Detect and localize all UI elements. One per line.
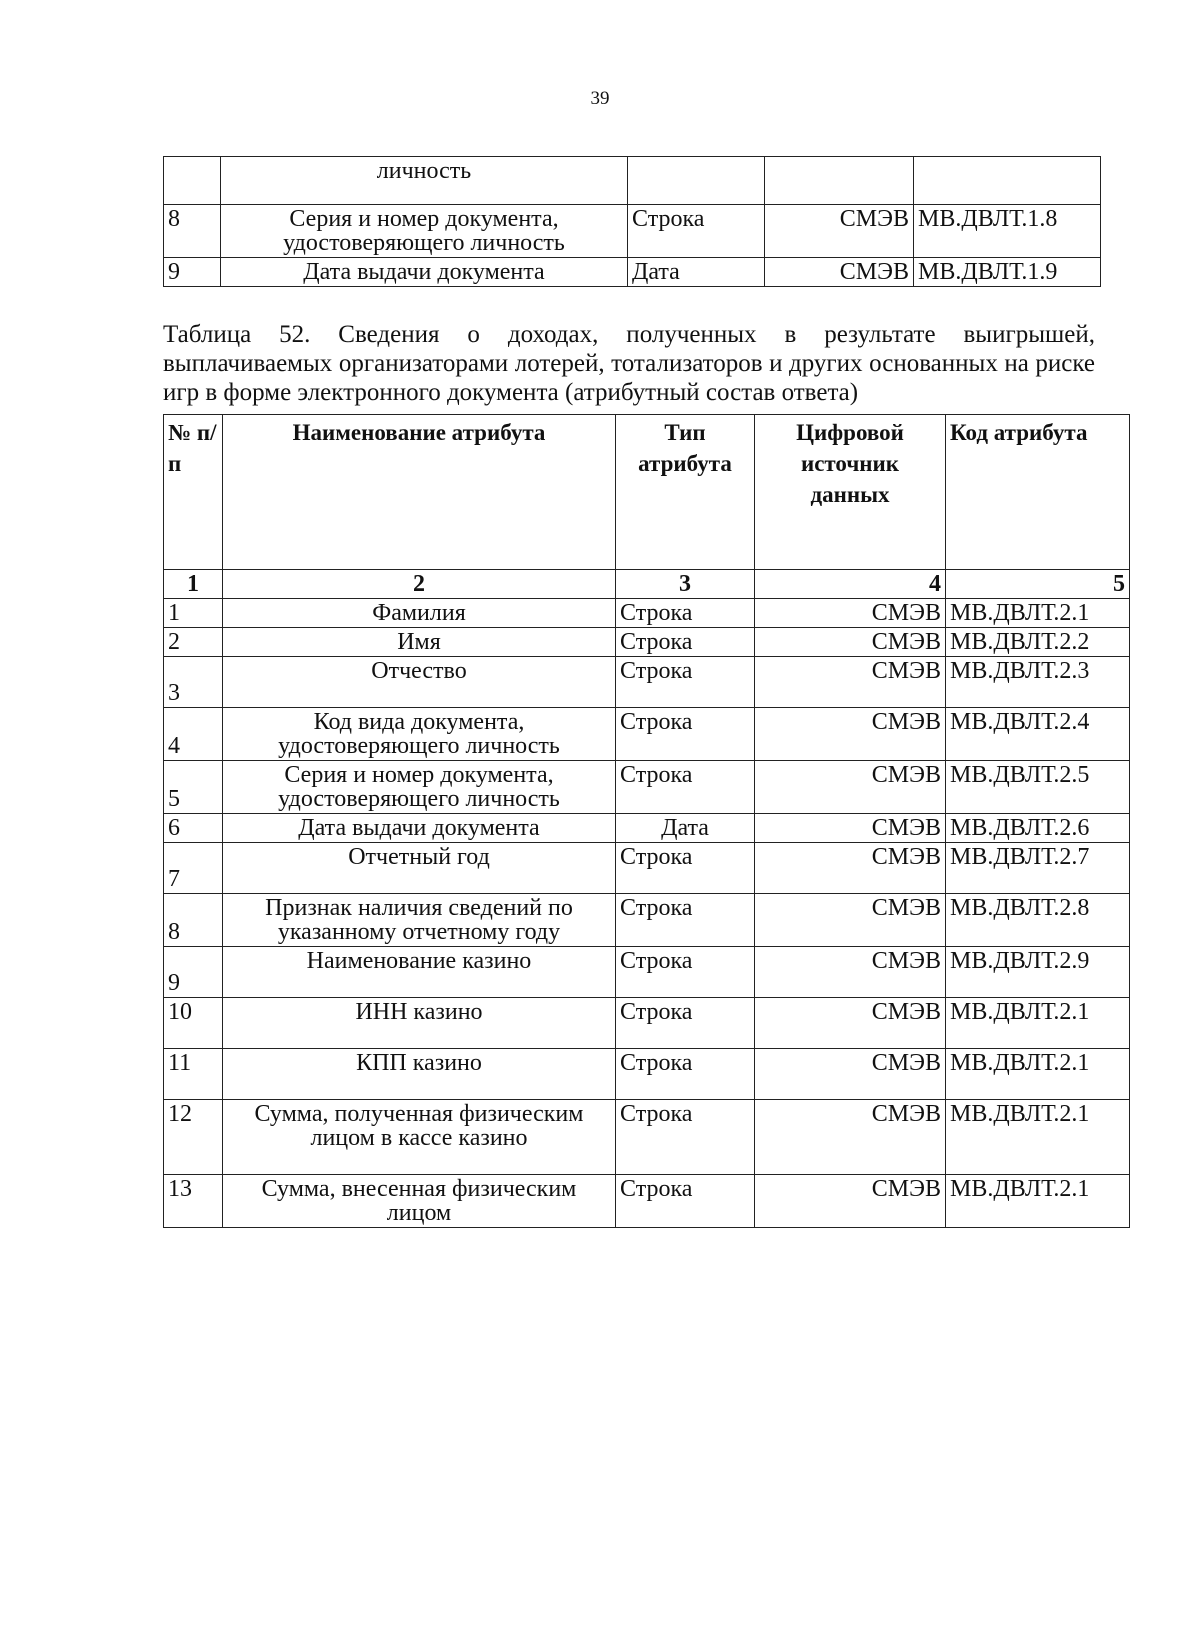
cell-type: Строка [616, 1049, 755, 1100]
cell-num: 8 [164, 205, 221, 258]
table-row [164, 998, 1130, 1049]
cell-type: Строка [616, 657, 755, 708]
cell-name: ИНН казино [223, 998, 616, 1049]
cell-code: МВ.ДВЛТ.2.7 [946, 843, 1130, 894]
cell-code: МВ.ДВЛТ.1.9 [914, 258, 1101, 287]
cell-code: МВ.ДВЛТ.2.4 [946, 708, 1130, 761]
cell-name: Сумма, полученная физическим лицом в кассе казино [223, 1100, 616, 1175]
cell-name: Сумма, внесенная физическим лицом [223, 1175, 616, 1228]
cell-name: Отчество [223, 657, 616, 708]
cell-code: МВ.ДВЛТ.2.1 [946, 1100, 1130, 1175]
cell-type: Строка [616, 708, 755, 761]
cell-code: МВ.ДВЛТ.1.8 [914, 205, 1101, 258]
cell-code: МВ.ДВЛТ.2.2 [946, 628, 1130, 657]
cell-source: СМЭВ [755, 599, 946, 628]
table-row [164, 205, 1101, 258]
header-row [164, 415, 1130, 570]
cell-name: КПП казино [223, 1049, 616, 1100]
cell-num: 13 [164, 1175, 223, 1228]
cell-code: МВ.ДВЛТ.2.1 [946, 1175, 1130, 1228]
cell-name: Код вида документа, удостоверяющего личность [223, 708, 616, 761]
column-index: 3 [616, 570, 755, 599]
table-row [164, 157, 1101, 205]
cell-name: Имя [223, 628, 616, 657]
table-row [164, 814, 1130, 843]
cell-num: 1 [164, 599, 223, 628]
cell-source: СМЭВ [755, 761, 946, 814]
cell-source: СМЭВ [755, 998, 946, 1049]
cell-name: Наименование казино [223, 947, 616, 998]
column-index: 4 [755, 570, 946, 599]
continuation-table [163, 156, 1101, 287]
cell-name: Дата выдачи документа [221, 258, 628, 287]
cell-source: СМЭВ [755, 628, 946, 657]
cell-type: Строка [616, 947, 755, 998]
cell-type: Строка [628, 205, 765, 258]
cell-code: МВ.ДВЛТ.2.1 [946, 599, 1130, 628]
header-code: Код атрибута [946, 415, 1130, 570]
cell-type: Дата [628, 258, 765, 287]
cell-source: СМЭВ [755, 947, 946, 998]
cell-type: Строка [616, 894, 755, 947]
cell-code: МВ.ДВЛТ.2.5 [946, 761, 1130, 814]
cell-name: Дата выдачи документа [223, 814, 616, 843]
cell-source: СМЭВ [755, 708, 946, 761]
table-row [164, 708, 1130, 761]
cell-num: 9 [164, 258, 221, 287]
cell-num: 11 [164, 1049, 223, 1100]
cell-source [765, 157, 914, 205]
column-index: 2 [223, 570, 616, 599]
cell-type: Строка [616, 628, 755, 657]
cell-num: 10 [164, 998, 223, 1049]
cell-num: 12 [164, 1100, 223, 1175]
cell-code: МВ.ДВЛТ.2.9 [946, 947, 1130, 998]
cell-num: 9 [164, 947, 223, 998]
cell-type: Дата [616, 814, 755, 843]
cell-source: СМЭВ [755, 657, 946, 708]
table-row [164, 628, 1130, 657]
cell-num: 7 [164, 843, 223, 894]
cell-source: СМЭВ [765, 205, 914, 258]
cell-source: СМЭВ [755, 843, 946, 894]
cell-num: 3 [164, 657, 223, 708]
cell-code: МВ.ДВЛТ.2.6 [946, 814, 1130, 843]
cell-code [914, 157, 1101, 205]
table-row [164, 761, 1130, 814]
column-index: 5 [946, 570, 1130, 599]
table-row [164, 1175, 1130, 1228]
cell-source: СМЭВ [755, 814, 946, 843]
cell-source: СМЭВ [755, 1049, 946, 1100]
table-row [164, 1100, 1130, 1175]
page-number: 39 [590, 88, 610, 109]
cell-num: 5 [164, 761, 223, 814]
cell-num: 8 [164, 894, 223, 947]
table-row [164, 1049, 1130, 1100]
cell-num: 6 [164, 814, 223, 843]
cell-num: 2 [164, 628, 223, 657]
table-row [164, 894, 1130, 947]
cell-code: МВ.ДВЛТ.2.1 [946, 998, 1130, 1049]
cell-code: МВ.ДВЛТ.2.3 [946, 657, 1130, 708]
cell-source: СМЭВ [765, 258, 914, 287]
table-row [164, 947, 1130, 998]
cell-type: Строка [616, 843, 755, 894]
cell-code: МВ.ДВЛТ.2.1 [946, 1049, 1130, 1100]
header-name: Наименование атрибута [223, 415, 616, 570]
cell-num: 4 [164, 708, 223, 761]
table-caption: Таблица 52. Сведения о доходах, полученных в результате выигрышей, выплачиваемых организаторами лотерей, тотализаторов и других основанных на риске игр в форме электронного документа (атрибутный состав ответа) [163, 321, 1095, 406]
cell-type [628, 157, 765, 205]
column-index: 1 [164, 570, 223, 599]
cell-name: Фамилия [223, 599, 616, 628]
cell-name: Серия и номер документа, удостоверяющего личность [221, 205, 628, 258]
cell-type: Строка [616, 1100, 755, 1175]
cell-code: МВ.ДВЛТ.2.8 [946, 894, 1130, 947]
column-index-row [164, 570, 1130, 599]
cell-source: СМЭВ [755, 1100, 946, 1175]
cell-name: Признак наличия сведений по указанному отчетному году [223, 894, 616, 947]
header-num: № п/п [164, 415, 223, 570]
cell-type: Строка [616, 1175, 755, 1228]
header-type: Тип атрибута [616, 415, 755, 570]
table-row [164, 599, 1130, 628]
cell-type: Строка [616, 998, 755, 1049]
cell-name: Отчетный год [223, 843, 616, 894]
header-source: Цифровой источник данных [755, 415, 946, 570]
attributes-table [163, 414, 1130, 1228]
cell-num [164, 157, 221, 205]
cell-name: Серия и номер документа, удостоверяющего личность [223, 761, 616, 814]
cell-source: СМЭВ [755, 894, 946, 947]
cell-name: личность [221, 157, 628, 205]
cell-type: Строка [616, 761, 755, 814]
table-row [164, 258, 1101, 287]
cell-type: Строка [616, 599, 755, 628]
table-row [164, 843, 1130, 894]
table-row [164, 657, 1130, 708]
cell-source: СМЭВ [755, 1175, 946, 1228]
